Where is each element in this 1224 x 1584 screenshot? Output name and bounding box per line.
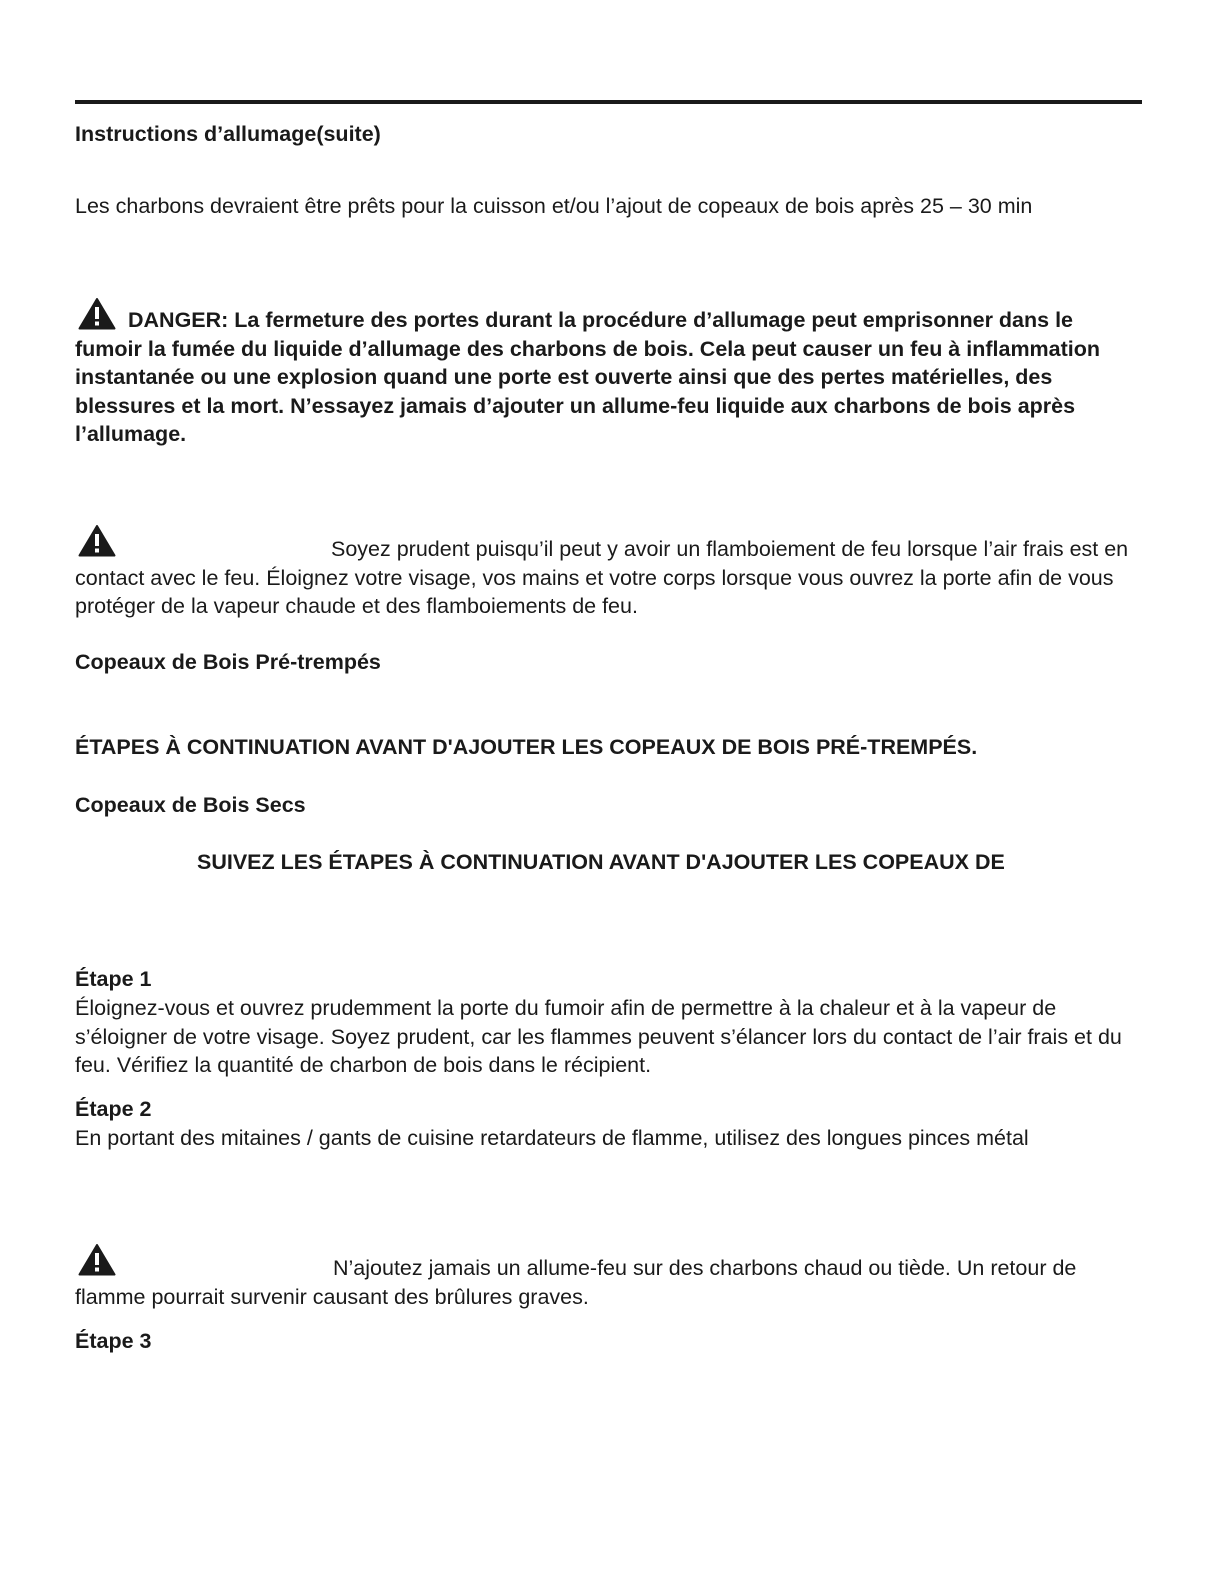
- step-3-title: Étape 3: [75, 1329, 152, 1353]
- danger-warning-text: DANGER: La fermeture des portes durant la procédure d’allumage peut emprisonner dans le fumoir la fumée du liquide d’allumage des charbons de bois. Cela peut causer un feu à inflammation instantanée ou une explosion quand une porte est ouverte ainsi que des pertes matérielles, des blessures et la mort. N’essayez jamais d’ajouter un allume-feu liquide aux charbons de bois après l’allumage.: [75, 308, 1101, 447]
- dry-chips-instruction: SUIVEZ LES ÉTAPES À CONTINUATION AVANT D'AJOUTER LES COPEAUX DE: [197, 850, 1005, 874]
- top-rule: [75, 100, 1142, 104]
- step-2-title: Étape 2: [75, 1097, 152, 1121]
- caution-flare: [75, 535, 1145, 621]
- pre-soaked-instruction: ÉTAPES À CONTINUATION AVANT D'AJOUTER LES COPEAUX DE BOIS PRÉ-TREMPÉS.: [75, 735, 978, 759]
- pre-soaked-heading: Copeaux de Bois Pré-trempés: [75, 650, 381, 674]
- caution-flare-text: Soyez prudent puisqu’il peut y avoir un flamboiement de feu lorsque l’air frais est en contact avec le feu. Éloignez votre visage, vos mains et votre corps lorsque vous ouvrez la porte afin de vous protéger de la vapeur chaude et des flamboiements de feu.: [75, 537, 1129, 619]
- section-heading: Instructions d’allumage(suite): [75, 122, 381, 146]
- caution-lighter: [75, 1254, 1145, 1311]
- step-2-text: En portant des mitaines / gants de cuisine retardateurs de flamme, utilisez des longues pinces métal: [75, 1126, 1029, 1150]
- coals-ready-text: Les charbons devraient être prêts pour la cuisson et/ou l’ajout de copeaux de bois après 25 – 30 min: [75, 194, 1033, 218]
- dry-chips-heading: Copeaux de Bois Secs: [75, 793, 306, 817]
- caution-lighter-text: N’ajoutez jamais un allume-feu sur des charbons chaud ou tiède. Un retour de flamme pourrait survenir causant des brûlures graves.: [75, 1256, 1077, 1309]
- step-1-text: Éloignez-vous et ouvrez prudemment la porte du fumoir afin de permettre à la chaleur et à la vapeur de s’éloigner de votre visage. Soyez prudent, car les flammes peuvent s’élancer lors du contact de l’air frais et du feu. Vérifiez la quantité de charbon de bois dans le récipient.: [75, 996, 1122, 1078]
- step-1-title: Étape 1: [75, 967, 152, 991]
- danger-warning: [75, 306, 1145, 449]
